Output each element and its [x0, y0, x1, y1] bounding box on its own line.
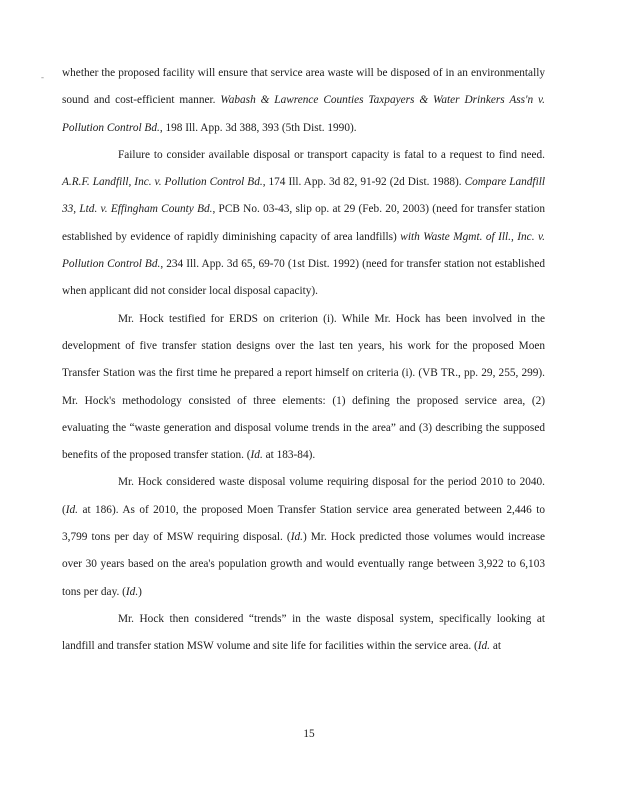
- citation-text: Wabash & Lawrence Counties Taxpayers & Water Drinkers Ass'n v. Pollution Control Bd.: [62, 94, 545, 134]
- body-text: [62, 60, 545, 661]
- page-number: 15: [303, 728, 315, 740]
- citation-text: Compare Landfill 33, Ltd. v. Effingham County Bd.: [62, 176, 545, 216]
- body-text-run: Mr. Hock then considered “trends” in the waste disposal system, specifically looking at landfill and transfer station MSW volume and site life for facilities within the service area. (: [62, 612, 545, 653]
- body-text-run: ): [138, 585, 142, 598]
- body-text-run: Mr. Hock considered waste disposal volume requiring disposal for the period 2010 to 2040. (: [62, 476, 545, 516]
- body-text-run: Failure to consider available disposal or transport capacity is fatal to a request to find need.: [118, 148, 545, 161]
- paragraph-1: [62, 60, 545, 142]
- body-text-run: whether the proposed facility will ensure that service area waste will be disposed of in an environmentally sound and cost-efficient manner.: [62, 67, 545, 107]
- citation-text: Id.: [65, 503, 79, 516]
- body-text-run: , PCB No. 03-43, slip op. at 29 (Feb. 20, 2003) (need for transfer station established by evidence of rapidly diminishing capacity of area landfills): [62, 203, 546, 243]
- body-text-run: at: [490, 640, 501, 653]
- paragraph-4: [62, 469, 545, 605]
- body-text-run: at 186). As of 2010, the proposed Moen Transfer Station service area generated between 2,446 to 3,799 tons per day of MSW requiring disposal. (: [62, 503, 545, 544]
- citation-text: with Waste Mgmt. of Ill., Inc. v. Pollution Control Bd.: [62, 230, 545, 271]
- body-text-run: , 234 Ill. App. 3d 65, 69-70 (1st Dist. 1992) (need for transfer station not established when applicant did not consider local disposal capacity).: [62, 258, 545, 298]
- body-text-run: , 174 Ill. App. 3d 82, 91-92 (2d Dist. 1988).: [262, 176, 465, 189]
- paragraph-3: [62, 306, 545, 470]
- paragraph-5: [62, 606, 545, 661]
- citation-text: Id.: [290, 531, 303, 544]
- citation-text: Id.: [250, 449, 263, 462]
- body-text-run: , 198 Ill. App. 3d 388, 393 (5th Dist. 1990).: [159, 121, 357, 134]
- body-text-run: Mr. Hock testified for ERDS on criterion (i). While Mr. Hock has been involved in the development of five transfer station designs over the last ten years, his work for the proposed Moen Transfer Station was the first time he prepared a report himself on criteria (i). (VB TR., pp. 29, 255, 299). Mr. Hock's methodology consisted of three elements: (1) defining the proposed service area, (2) evaluating the “waste generation and disposal volume trends in the area” and (3) describing the supposed benefits of the proposed transfer station. (: [62, 312, 545, 462]
- citation-text: Id.: [125, 585, 139, 598]
- body-text-run: at 183-84).: [262, 449, 316, 462]
- citation-text: Id.: [477, 640, 491, 653]
- margin-mark: -: [41, 72, 44, 82]
- citation-text: A.R.F. Landfill, Inc. v. Pollution Control Bd.: [62, 176, 263, 189]
- body-text-run: ) Mr. Hock predicted those volumes would increase over 30 years based on the area's population growth and would eventually range between 3,922 to 6,103 tons per day. (: [62, 531, 545, 598]
- paragraph-2: [62, 142, 545, 306]
